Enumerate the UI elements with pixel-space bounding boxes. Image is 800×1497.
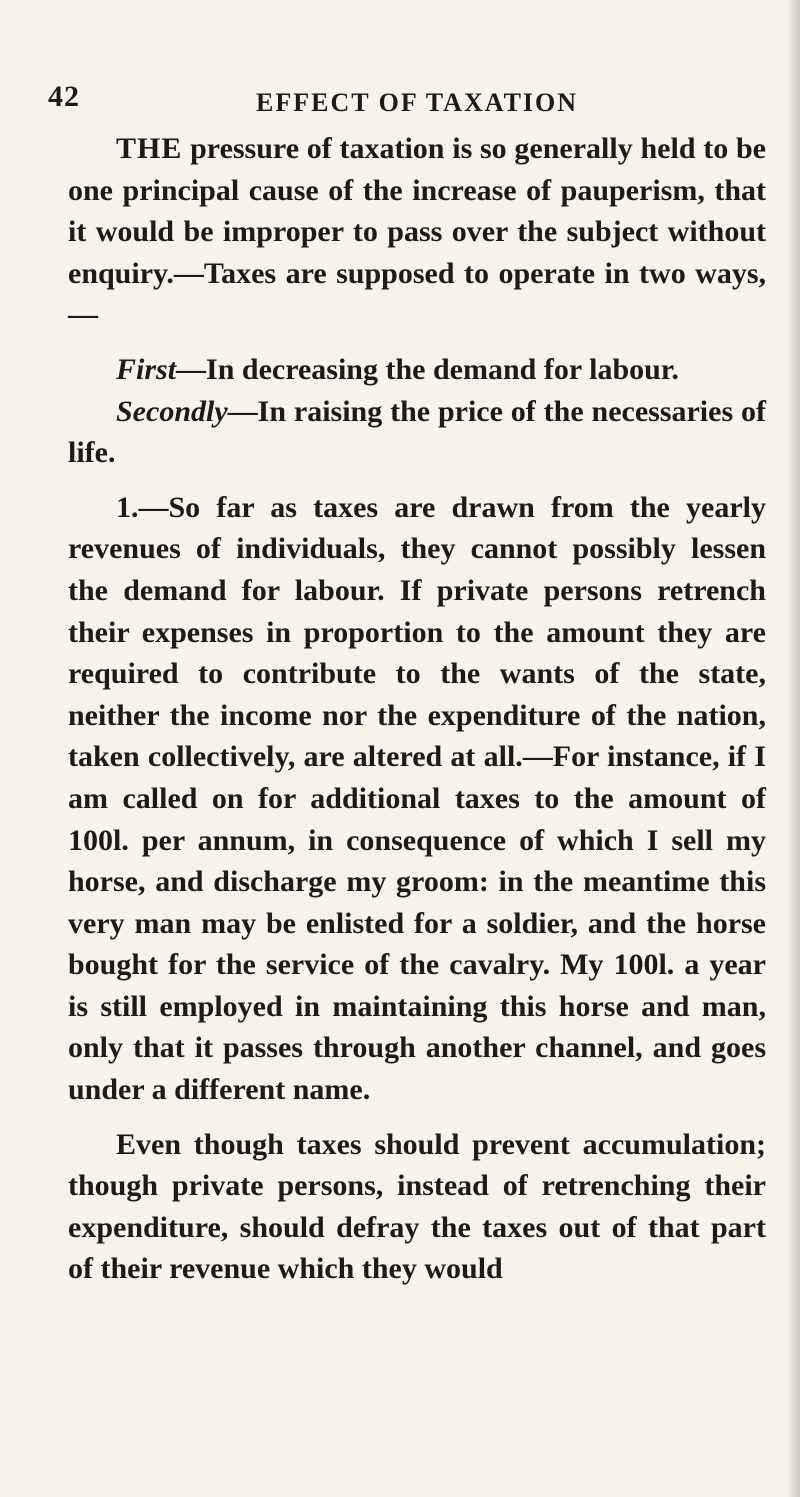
paragraph-1-text: pressure of taxation is so generally held to be one principal cause of the increase of pauperism, that it would be improper to pass over the subject without enquiry.—Taxes are supposed to operate in two ways,— bbox=[68, 132, 766, 332]
paragraph-3 bbox=[68, 391, 766, 474]
paragraph-3-lead: Secondly bbox=[116, 394, 228, 428]
paragraph-4: 1.—So far as taxes are drawn from the yearly revenues of individuals, they cannot possibly lessen the demand for labour. If private persons retrench their expenses in proportion to the amount they are required to contribute to the wants of the state, neither the income nor the expenditure of the nation, taken collectively, are altered at all.—For instance, if I am called on for additional taxes to the amount of 100l. per annum, in consequence of which I sell my horse, and discharge my groom: in the meantime this very man may be enlisted for a soldier, and the horse bought for the service of the cavalry. My 100l. a year is still employed in maintaining this horse and man, only that it passes through another channel, and goes under a different name. bbox=[68, 490, 766, 1107]
paragraph-1 bbox=[68, 128, 766, 336]
running-title: EFFECT OF TAXATION bbox=[256, 88, 579, 117]
paragraph-5: Even though taxes should prevent accumulation; though private persons, instead of retrenching their expenditure, should defray the taxes out of that part of their revenue which they would bbox=[68, 1127, 766, 1286]
page-edge-shadow bbox=[786, 0, 800, 1497]
paragraph-3-text: —In raising the price of the necessaries of life. bbox=[68, 394, 766, 470]
page-number: 42 bbox=[48, 80, 80, 113]
paragraph-2 bbox=[68, 349, 766, 391]
page-body bbox=[68, 128, 766, 1290]
paragraph-1-opening-word: THE bbox=[116, 132, 183, 165]
paragraph-2-text: —In decreasing the demand for labour. bbox=[176, 352, 679, 386]
paragraph-2-lead: First bbox=[116, 352, 177, 386]
